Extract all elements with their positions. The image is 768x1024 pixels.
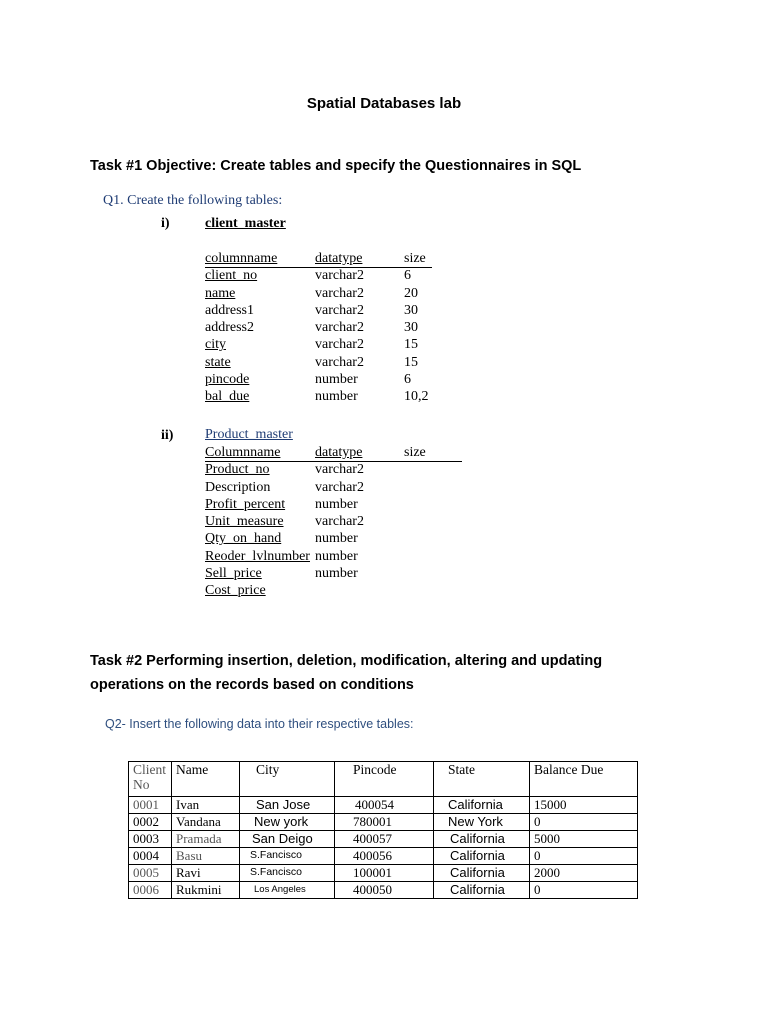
table-row [129, 814, 638, 831]
column-name: state [205, 354, 231, 370]
client-master-datatypes [315, 250, 364, 406]
client-master-sizes [404, 250, 429, 406]
datatype: number [315, 531, 358, 547]
datatype: number [315, 389, 358, 405]
datatype: varchar2 [315, 479, 364, 495]
datatype: varchar2 [315, 462, 364, 478]
table-row [129, 848, 638, 865]
cell-state: New York [434, 814, 530, 831]
datatype: number [315, 496, 358, 512]
task2-heading-line2: operations on the records based on conditions [90, 677, 414, 693]
cell-pincode: 400056 [335, 848, 434, 865]
column-header: size [404, 445, 426, 460]
cell-city: San Deigo [240, 831, 335, 848]
column-name: Unit_measure [205, 514, 284, 530]
cell-name: Rukmini [172, 882, 240, 899]
header-client-no: Client No [129, 762, 172, 797]
table-row [129, 865, 638, 882]
cell-pincode: 400054 [335, 797, 434, 814]
column-name: Profit_percent [205, 496, 286, 512]
cell-pincode: 100001 [335, 865, 434, 882]
column-name: address2 [205, 320, 254, 336]
cell-city: New york [240, 814, 335, 831]
column-name: name [205, 285, 236, 301]
cell-client-no: 0004 [129, 848, 172, 865]
cell-name: Vandana [172, 814, 240, 831]
cell-name: Ivan [172, 797, 240, 814]
datatype: number [315, 372, 358, 388]
header-name: Name [172, 762, 240, 797]
task1-heading: Task #1 Objective: Create tables and specify the Questionnaires in SQL [90, 158, 582, 174]
cell-balance-due: 5000 [530, 831, 638, 848]
cell-client-no: 0001 [129, 797, 172, 814]
cell-state: California [434, 865, 530, 882]
table-row [129, 882, 638, 899]
cell-balance-due: 0 [530, 848, 638, 865]
page-title: Spatial Databases lab [306, 95, 462, 112]
size: 10,2 [404, 389, 429, 405]
cell-city: S.Fancisco [240, 848, 335, 865]
cell-pincode: 400050 [335, 882, 434, 899]
column-header: Columnname [205, 445, 281, 460]
product-master-title: Product_master [205, 427, 293, 442]
datatype: number [315, 548, 358, 564]
datatype: varchar2 [315, 320, 364, 336]
column-header: datatype [315, 251, 363, 266]
header-state: State [434, 762, 530, 797]
datatype: varchar2 [315, 354, 364, 370]
cell-balance-due: 2000 [530, 865, 638, 882]
size: 15 [404, 337, 418, 353]
cell-balance-due: 0 [530, 814, 638, 831]
size: 30 [404, 302, 418, 318]
table-row [129, 831, 638, 848]
column-name: Description [205, 479, 271, 495]
column-name: Qty_on_hand [205, 531, 282, 547]
cell-state: California [434, 848, 530, 865]
product-master-sizes [404, 444, 426, 461]
datatype: varchar2 [315, 302, 364, 318]
header-divider [205, 461, 462, 462]
datatype: varchar2 [315, 268, 364, 284]
cell-state: California [434, 797, 530, 814]
table-row [129, 797, 638, 814]
column-name: pincode [205, 372, 250, 388]
datatype: varchar2 [315, 337, 364, 353]
table-header-row [129, 762, 638, 797]
cell-city: Los Angeles [240, 882, 335, 899]
cell-city: S.Fancisco [240, 865, 335, 882]
column-name: Reoder_lvlnumber [205, 548, 310, 564]
column-name: bal_due [205, 389, 250, 405]
size: 30 [404, 320, 418, 336]
header-pincode: Pincode [335, 762, 434, 797]
client-master-title: client_master [205, 216, 286, 231]
cell-balance-due: 0 [530, 882, 638, 899]
datatype: varchar2 [315, 514, 364, 530]
column-header: columnname [205, 251, 278, 266]
cell-state: California [434, 831, 530, 848]
cell-client-no: 0006 [129, 882, 172, 899]
cell-client-no: 0003 [129, 831, 172, 848]
column-name: Cost_price [205, 583, 266, 599]
header-city: City [240, 762, 335, 797]
client-master-columnnames [205, 250, 277, 406]
size: 20 [404, 285, 418, 301]
column-name: city [205, 337, 226, 353]
cell-name: Basu [172, 848, 240, 865]
q1-text: Q1. Create the following tables: [103, 193, 283, 208]
column-name: Product_no [205, 462, 270, 478]
cell-pincode: 780001 [335, 814, 434, 831]
size: 15 [404, 354, 418, 370]
product-master-columnnames [205, 444, 310, 600]
table-number-ii: ii) [161, 428, 174, 443]
cell-city: San Jose [240, 797, 335, 814]
cell-balance-due: 15000 [530, 797, 638, 814]
table-number-i: i) [161, 216, 170, 231]
q2-text: Q2- Insert the following data into their respective tables: [105, 717, 414, 731]
column-name: Sell_price [205, 566, 262, 582]
cell-client-no: 0002 [129, 814, 172, 831]
header-divider [205, 267, 432, 268]
column-header: datatype [315, 445, 363, 460]
cell-state: California [434, 882, 530, 899]
product-master-datatypes [315, 444, 364, 582]
cell-pincode: 400057 [335, 831, 434, 848]
column-name: address1 [205, 302, 254, 318]
cell-name: Ravi [172, 865, 240, 882]
size: 6 [404, 268, 411, 284]
column-header: size [404, 251, 426, 266]
column-name: client_no [205, 268, 258, 284]
datatype: varchar2 [315, 285, 364, 301]
insert-data-table [128, 761, 638, 899]
task2-heading-line1: Task #2 Performing insertion, deletion, modification, altering and updating [90, 653, 603, 669]
datatype: number [315, 566, 358, 582]
cell-client-no: 0005 [129, 865, 172, 882]
size: 6 [404, 372, 411, 388]
header-balance-due: Balance Due [530, 762, 638, 797]
cell-name: Pramada [172, 831, 240, 848]
